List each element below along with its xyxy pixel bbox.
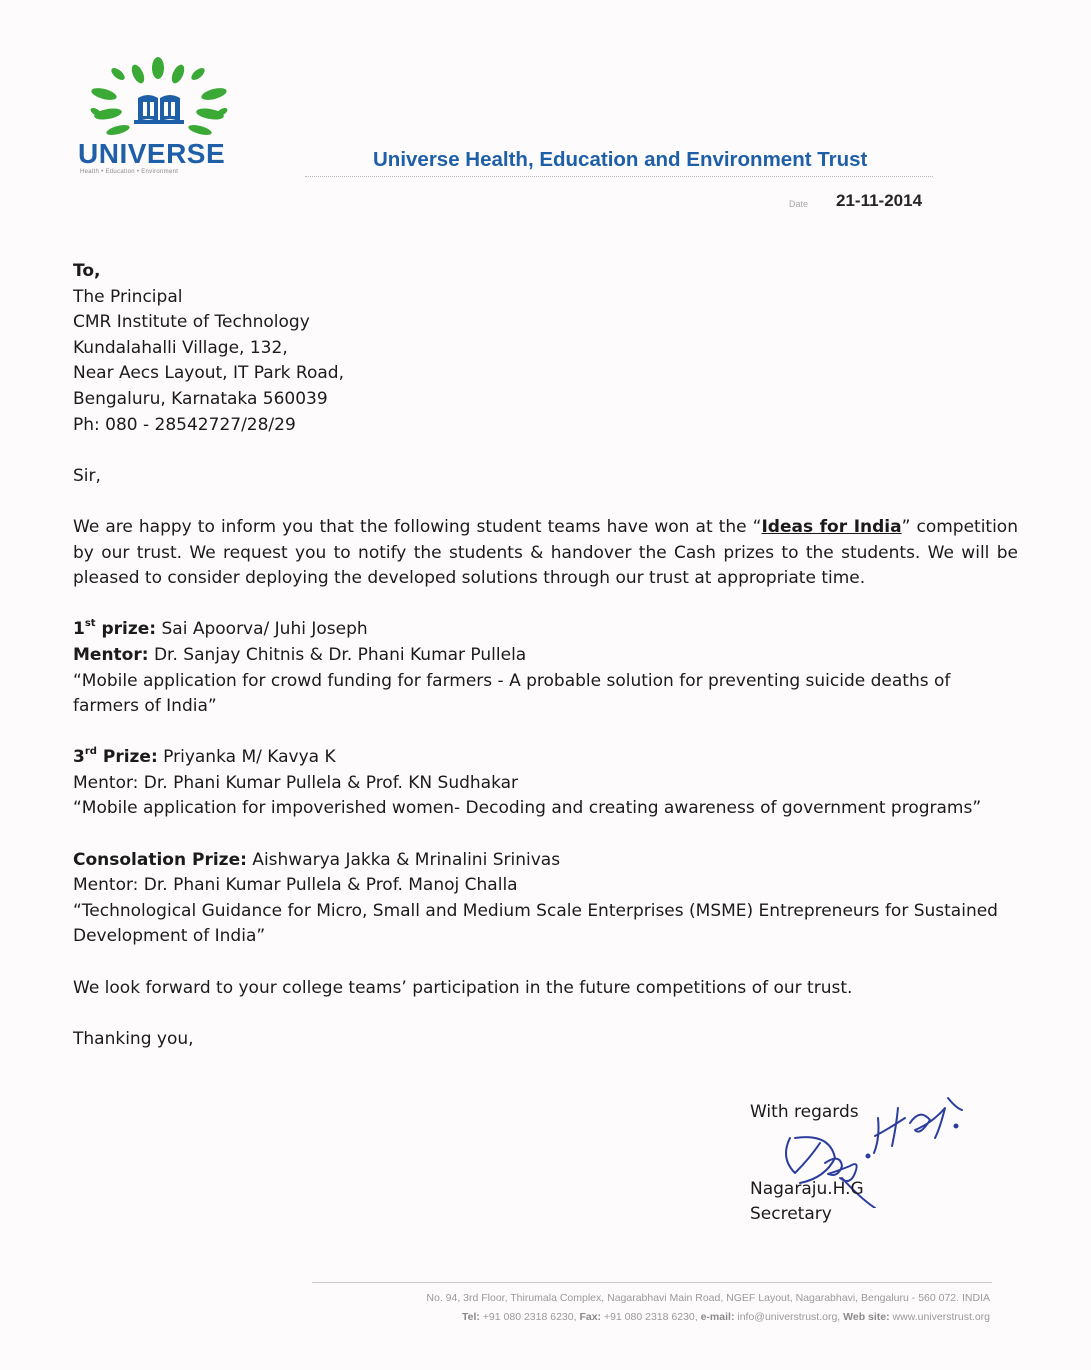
consolation-prize-mentor: Mentor: Dr. Phani Kumar Pullela & Prof. Manoj Challa	[73, 875, 518, 896]
footer-address: No. 94, 3rd Floor, Thirumala Complex, Nagarabhavi Main Road, NGEF Layout, Nagarabhavi, Bengaluru - 560 072. INDIA	[426, 1292, 990, 1304]
recipient-line: Ph: 080 - 28542727/28/29	[73, 414, 296, 435]
leaf-book-icon	[76, 52, 246, 142]
first-prize-project: “Mobile application for crowd funding for farmers - A probable solution for preventing suicide deaths of farmers of India”	[73, 670, 951, 717]
footer-divider	[312, 1282, 992, 1283]
thanking-line: Thanking you,	[73, 1028, 194, 1049]
trust-name: Universe Health, Education and Environment Trust	[373, 148, 868, 171]
competition-name: Ideas for India	[761, 516, 902, 537]
recipient-to: To,	[73, 261, 101, 281]
first-prize-heading: 1st prize: Sai Apoorva/ Juhi Joseph	[73, 617, 368, 640]
brand-name: UNIVERSE	[78, 138, 226, 169]
third-prize-mentor: Mentor: Dr. Phani Kumar Pullela & Prof. KN Sudhakar	[73, 772, 519, 793]
first-prize-mentor: Mentor: Dr. Sanjay Chitnis & Dr. Phani Kumar Pullela	[73, 644, 527, 665]
recipient-line: CMR Institute of Technology	[73, 312, 310, 333]
signer-name: Nagaraju.H.G	[750, 1179, 864, 1199]
recipient-line: Near Aecs Layout, IT Park Road,	[73, 363, 344, 384]
recipient-line: Bengaluru, Karnataka 560039	[73, 388, 328, 409]
signer-title: Secretary	[750, 1204, 832, 1224]
consolation-prize-heading: Consolation Prize: Aishwarya Jakka & Mrinalini Srinivas	[73, 849, 561, 870]
intro-paragraph: We are happy to inform you that the following student teams have won at the “Ideas for India” competition by our trust. We request you to notify the students & handover the Cash prizes to the students. We will be pleased to consider deploying the developed solutions through our trust at appropriate time.	[73, 516, 1018, 589]
recipient-line: Kundalahalli Village, 132,	[73, 337, 288, 358]
regards-line: With regards	[750, 1102, 859, 1122]
closing-paragraph: We look forward to your college teams’ participation in the future competitions of our trust.	[73, 977, 853, 998]
letter-body	[73, 259, 1018, 1052]
salutation: Sir,	[73, 465, 101, 486]
header-divider	[305, 176, 933, 177]
third-prize-heading: 3rd Prize: Priyanka M/ Kavya K	[73, 745, 336, 768]
date-value: 21-11-2014	[836, 191, 923, 210]
footer-contact: Tel: +91 080 2318 6230, Fax: +91 080 2318 6230, e-mail: info@universtrust.org, Web site: www.universtrust.org	[461, 1311, 990, 1323]
brand-tagline: Health • Education • Environment	[80, 169, 179, 175]
consolation-prize-project: “Technological Guidance for Micro, Small and Medium Scale Enterprises (MSME) Entrepreneurs for Sustained Development of India”	[73, 900, 998, 947]
third-prize-project: “Mobile application for impoverished women- Decoding and creating awareness of government programs”	[73, 798, 982, 819]
recipient-line: The Principal	[73, 286, 183, 307]
date-label: Date	[789, 199, 809, 209]
